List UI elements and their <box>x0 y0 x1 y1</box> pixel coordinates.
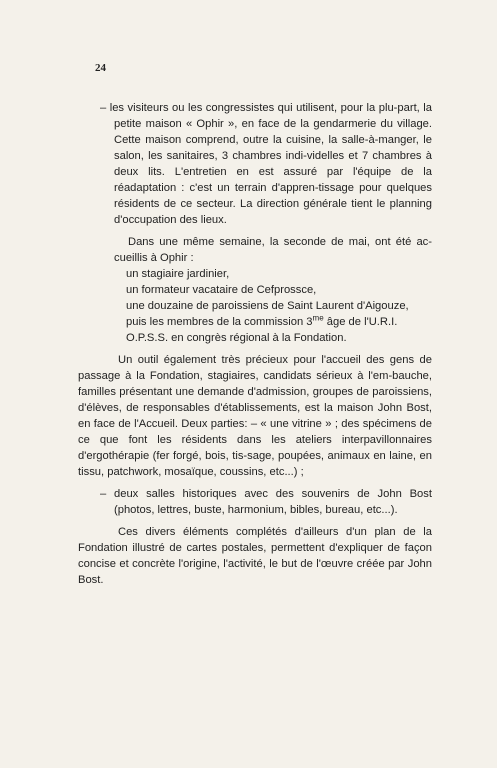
paragraph-history: – deux salles historiques avec des souvenirs de John Bost (photos, lettres, buste, harmonium, bibles, bureau, etc...). <box>100 488 432 516</box>
paragraph-tool: Un outil également très précieux pour l'accueil des gens de passage à la Fondation, stagiaires, candidats sérieux à l'em-bauche, familles présentant une demande d'admission, groupes de paroissiens, d'élèves, de responsables d'établissements, est la maison John Bost, en face de l'Accueil. Deux parties: – « une vitrine » ; des spécimens de ce que font les résidents dans les ateliers interpavillonnaires d'ergothérapie (fer forgé, bois, tis-sage, poupées, animaux en laine, en tissu, patchwork, mosaïque, coussins, etc...) ; <box>78 354 432 478</box>
list-item <box>78 314 432 330</box>
paragraph-week: Dans une même semaine, la seconde de mai, ont été ac-cueillis à Ophir : <box>114 236 432 264</box>
list-item: un stagiaire jardinier, <box>126 268 230 280</box>
body-text <box>78 100 432 594</box>
list-item-text: âge de l'U.R.I. <box>323 316 398 328</box>
paragraph-conclusion: Ces divers éléments complétés d'ailleurs d'un plan de la Fondation illustré de cartes postales, permettent d'expliquer de façon concise et concrète l'origine, l'activité, le but de l'œuvre créée par John Bost. <box>78 526 432 586</box>
superscript: me <box>312 313 324 323</box>
list-item: O.P.S.S. en congrès régional à la Fondation. <box>126 332 347 344</box>
page-number: 24 <box>95 62 106 74</box>
list-item: un formateur vacataire de Cefprossce, <box>126 284 317 296</box>
list-item-text: puis les membres de la commission 3 <box>126 316 313 328</box>
list-item: une douzaine de paroissiens de Saint Laurent d'Aigouze, <box>126 300 409 312</box>
paragraph-visitors: – les visiteurs ou les congressistes qui utilisent, pour la plu-part, la petite maison « Ophir », en face de la gendarmerie du village. Cette maison comprend, outre la cuisine, la salle-à-manger, le salon, les sanitaires, 3 chambres indi-videlles et 7 chambres à deux lits. L'entretien en est assuré par l'équipe de la réadaptation : c'est un terrain d'appren-tissage pour quelques résidents de ce secteur. La direction générale tient le planning d'occupation des lieux. <box>100 102 432 226</box>
